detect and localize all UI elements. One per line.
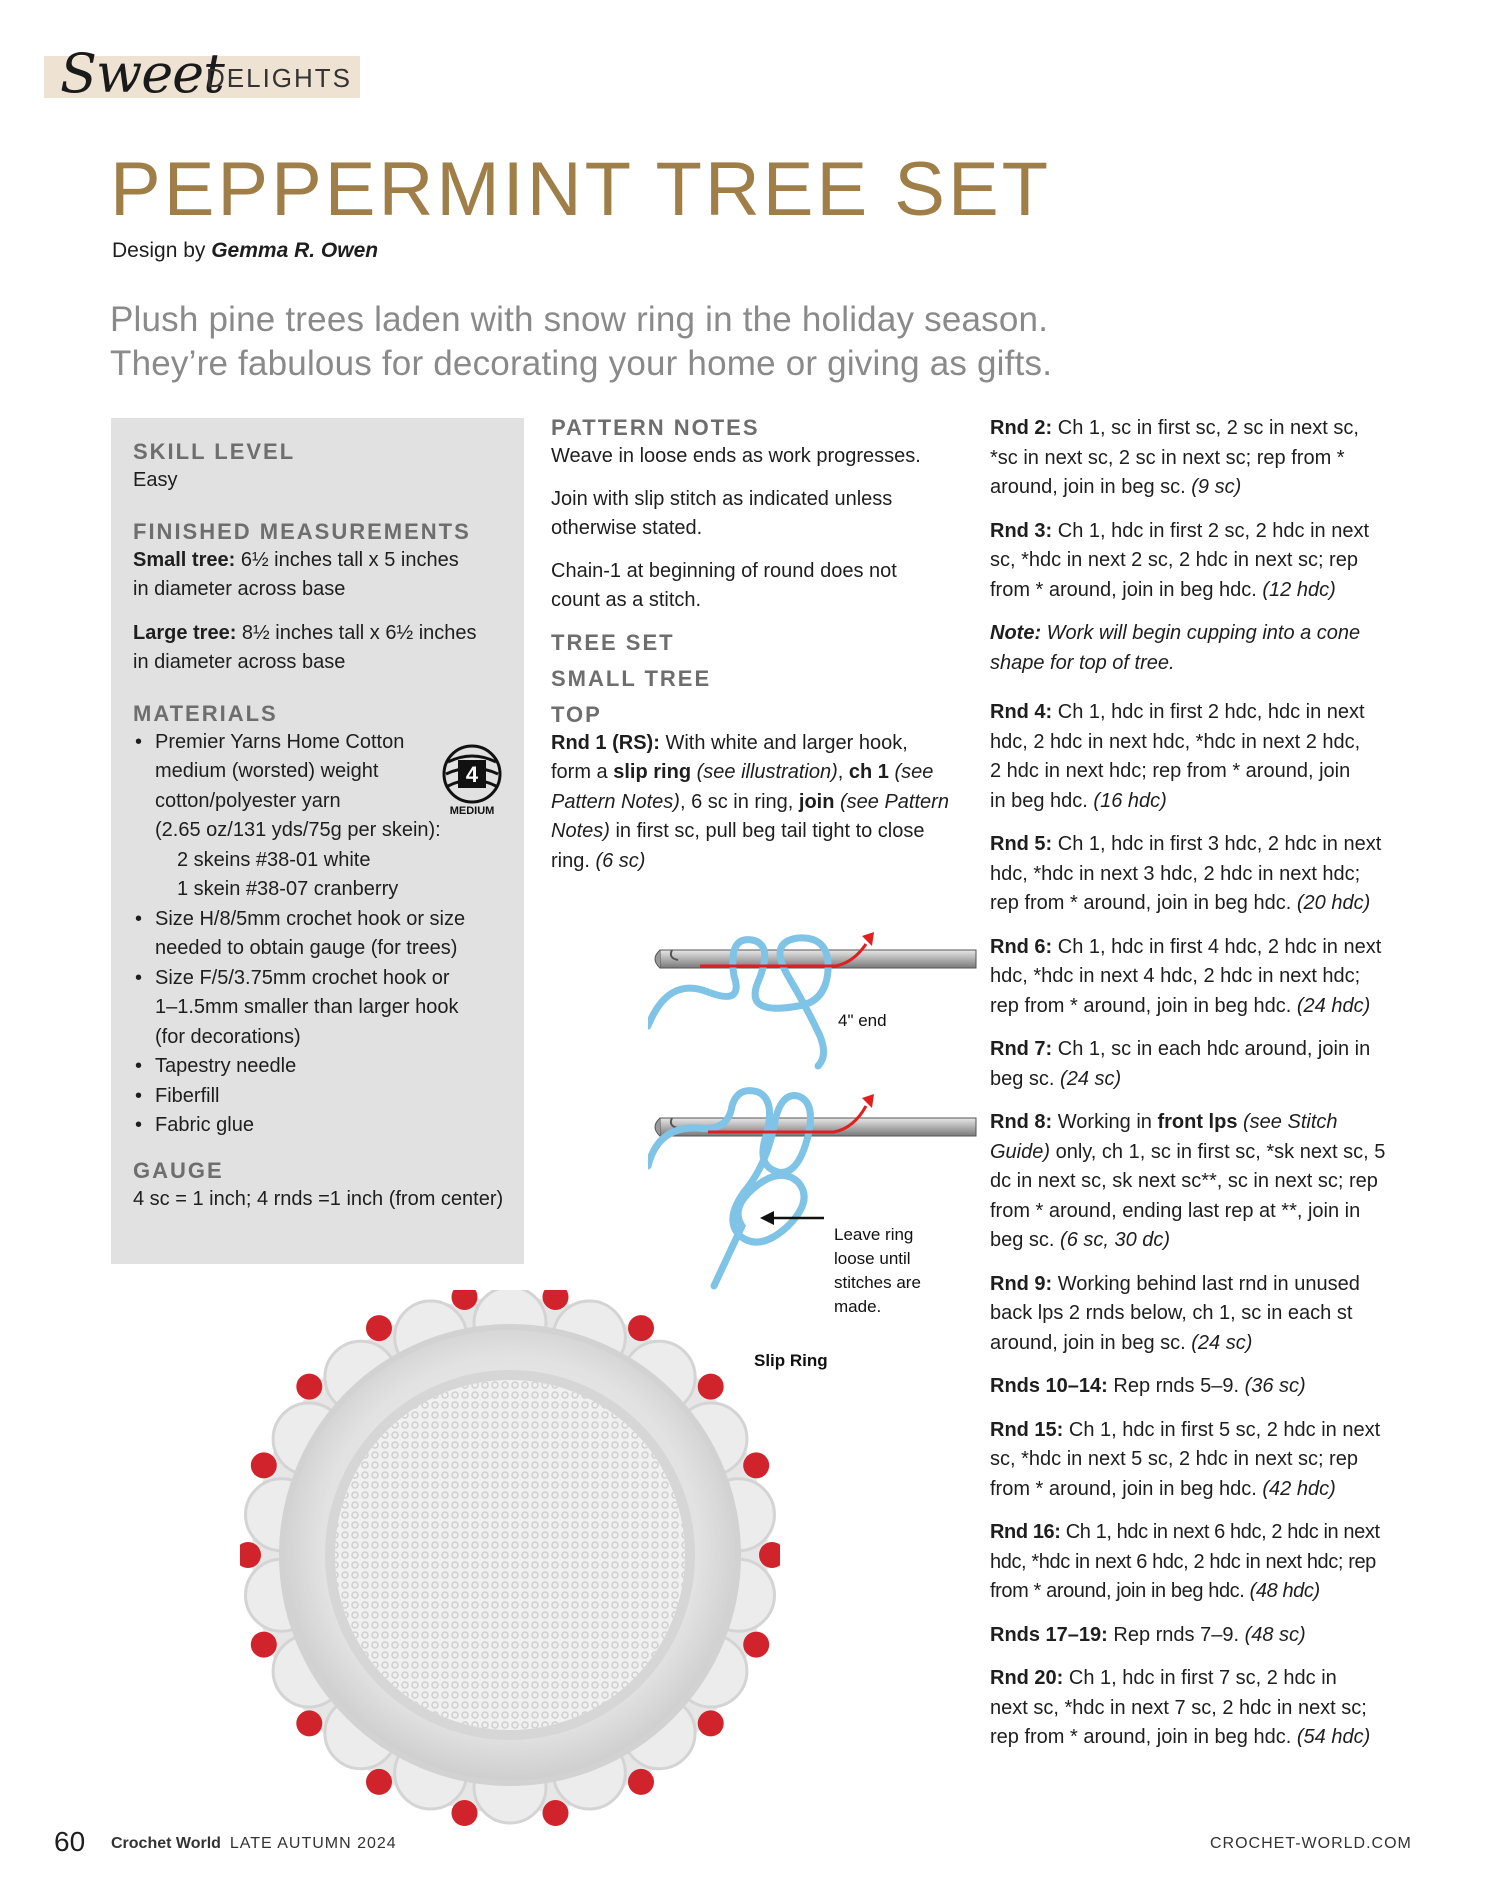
list-item: • Size H/8/5mm crochet hook or size (133, 905, 510, 935)
cone-note: Note: Work will begin cupping into a cone shape for top of tree. (990, 622, 1361, 674)
bobble (628, 1769, 654, 1795)
gauge-text: 4 sc = 1 inch; 4 rnds =1 inch (from center) (133, 1187, 504, 1210)
bobble (542, 1800, 568, 1826)
tree-set-heading: TREE SET (551, 629, 675, 655)
round-2: Rnd 2: Ch 1, sc in first sc, 2 sc in next sc, *sc in next sc, 2 sc in next sc; rep from * around, join in beg sc. (9 sc) (990, 417, 1359, 498)
skill-heading: SKILL LEVEL (133, 439, 296, 464)
svg-text:4: 4 (465, 762, 479, 787)
skill-value: Easy (133, 469, 178, 491)
pattern-notes-column: PATTERN NOTES Weave in loose ends as work progresses. Join with slip stitch as indicated unless otherwise stated. Chain-1 at beginning of round does not count as a stitch. TREE SET SMALL TREE TOP Rnd 1 (RS): With white and larger hook, form a slip ring (see illustration), ch 1 (see Pattern Notes), 6 sc in ring, join (see Pattern Notes) in first sc, pull beg tail tight to close ring. (6 sc) (551, 414, 971, 889)
rounds-10-14: Rnds 10–14: Rep rnds 5–9. (36 sc) (990, 1375, 1306, 1397)
round-5: Rnd 5: Ch 1, hdc in first 3 hdc, 2 hdc in next hdc, *hdc in next 3 hdc, 2 hdc in next hdc; rep from * around, join in beg hdc. (20 hdc) (990, 833, 1382, 914)
svg-text:made.: made. (834, 1297, 882, 1316)
gauge-heading: GAUGE (133, 1157, 224, 1183)
round-8: Rnd 8: Working in front lps (see Stitch Guide) only, ch 1, sc in first sc, *sk next sc, 5 dc in next sc, sk next sc**, sc in next sc; rep from * around, ending last rep at **, join in beg sc. (6 sc, 30 dc) (990, 1111, 1386, 1251)
list-item: medium (worsted) weight (155, 760, 379, 782)
bobble (698, 1710, 724, 1736)
round-15: Rnd 15: Ch 1, hdc in first 5 sc, 2 hdc in next sc, *hdc in next 5 sc, 2 hdc in next sc; rep from * around, join in beg hdc. (42 hdc) (990, 1418, 1381, 1500)
bobble (698, 1374, 724, 1400)
section-script-word: Sweet (60, 42, 224, 105)
bobble (366, 1315, 392, 1341)
svg-text:stitches are: stitches are (834, 1273, 921, 1292)
round-4: Rnd 4: Ch 1, hdc in first 2 hdc, hdc in next hdc, 2 hdc in next hdc, *hdc in next 2 hdc, 2 hdc in next hdc; rep from * around, join in beg hdc. (16 hdc) (990, 701, 1365, 812)
bobble (251, 1632, 277, 1658)
list-item: (2.65 oz/131 yds/75g per skein): (155, 819, 441, 841)
bobble (366, 1769, 392, 1795)
round-9: Rnd 9: Working behind last rnd in unused back lps 2 rnds below, ch 1, sc in each st around, join in beg sc. (24 sc) (990, 1272, 1360, 1354)
list-item: needed to obtain gauge (for trees) (155, 937, 458, 959)
svg-text:loose until: loose until (834, 1249, 911, 1268)
intro-text: Plush pine trees laden with snow ring in the holiday season. They’re fabulous for decorating your home or giving as gifts. (110, 300, 1053, 383)
yarn-weight-icon (440, 742, 504, 816)
bobble (251, 1452, 277, 1478)
round-3: Rnd 3: Ch 1, hdc in first 2 sc, 2 hdc in next sc, *hdc in next 2 sc, 2 hdc in next sc; rep from * around, join in beg hdc. (12 hdc) (990, 519, 1370, 601)
list-item: 1–1.5mm smaller than larger hook (155, 996, 459, 1018)
crocheted-tree-photo (240, 1290, 780, 1830)
section-banner (44, 42, 360, 105)
materials-heading: MATERIALS (133, 700, 278, 726)
list-item: cotton/polyester yarn (155, 789, 341, 812)
byline: Design by Gemma R. Owen (112, 239, 379, 262)
round-20: Rnd 20: Ch 1, hdc in first 7 sc, 2 hdc in next sc, *hdc in next 7 sc, 2 hdc in next sc; rep from * around, join in beg hdc. (54 hdc) (990, 1667, 1371, 1748)
round-6: Rnd 6: Ch 1, hdc in first 4 hdc, 2 hdc in next hdc, *hdc in next 4 hdc, 2 hdc in next hdc; rep from * around, join in beg hdc. (24 hdc) (990, 935, 1382, 1017)
bobble (296, 1374, 322, 1400)
small-tree-measure: Small tree: 6½ inches tall x 5 inches (133, 548, 459, 571)
list-item: • Premier Yarns Home Cotton (133, 728, 510, 758)
diagram-caption: Slip Ring (754, 1351, 828, 1370)
svg-text:MEDIUM: MEDIUM (449, 805, 495, 816)
bobble (296, 1710, 322, 1736)
round-7: Rnd 7: Ch 1, sc in each hdc around, join in beg sc. (24 sc) (990, 1038, 1371, 1090)
designer-name: Gemma R. Owen (211, 239, 379, 262)
list-item: 2 skeins #38-01 white (177, 848, 371, 871)
small-tree-heading: SMALL TREE (551, 665, 712, 691)
bobble (743, 1452, 769, 1478)
large-tree-measure: Large tree: 8½ inches tall x 6½ inches (133, 621, 477, 644)
top-heading: TOP (551, 701, 602, 727)
bobble (743, 1632, 769, 1658)
list-item: • Size F/5/3.75mm crochet hook or (133, 964, 510, 994)
footer-website: CROCHET-WORLD.COM (1210, 1835, 1412, 1852)
list-item: 1 skein #38-07 cranberry (177, 878, 399, 900)
measurements-heading: FINISHED MEASUREMENTS (133, 518, 471, 544)
bobble (628, 1315, 654, 1341)
specs-sidebar: SKILL LEVEL Easy FINISHED MEASUREMENTS Small tree: 6½ inches tall x 5 inches in diameter across base Large tree: 8½ inches tall x 6½ inches in diameter across base MATERIALS • Premier Yarns Home Cotton medium (worsted) weight cotton/polyester yarn (2.65 oz/131 yds/75g per skein): 2 skeins #38-01 white 1 skein #38-07 cranberry • Size H/8/5mm crochet hook or size needed to obtain gauge (for trees) • Size F/5/3.75mm crochet hook or 1–1.5mm smaller than larger hook (for decorations) • Tapestry needle • Fiberfill • Fabric glue GAUGE 4 sc = 1 inch; 4 rnds =1 inch (from center) (111, 418, 524, 1264)
bobble (452, 1800, 478, 1826)
page-number: 60 (54, 1826, 86, 1857)
svg-text:Leave ring: Leave ring (834, 1225, 914, 1244)
pattern-notes-heading: PATTERN NOTES (551, 415, 760, 440)
round-16: Rnd 16: Ch 1, hdc in next 6 hdc, 2 hdc in next hdc, *hdc in next 6 hdc, 2 hdc in next hdc; rep from * around, join in beg hdc. (48 hdc) (990, 1521, 1380, 1602)
list-item: (for decorations) (155, 1025, 301, 1048)
end-label: 4" end (838, 1011, 887, 1030)
round-1: Rnd 1 (RS): With white and larger hook, form a slip ring (see illustration), ch 1 (see Pattern Notes), 6 sc in ring, join (see Pattern Notes) in first sc, pull beg tail tight to close ring. (6 sc) (551, 731, 949, 872)
section-word: DELIGHTS (206, 63, 353, 93)
page-title: PEPPERMINT TREE SET (110, 147, 1052, 232)
list-item: • Fiberfill (133, 1082, 510, 1112)
rounds-17-19: Rnds 17–19: Rep rnds 7–9. (48 sc) (990, 1623, 1306, 1646)
rounds-column (990, 414, 1430, 1767)
list-item: • Fabric glue (133, 1111, 510, 1141)
list-item: • Tapestry needle (133, 1052, 510, 1082)
footer-magazine: Crochet World LATE AUTUMN 2024 (111, 1835, 397, 1852)
